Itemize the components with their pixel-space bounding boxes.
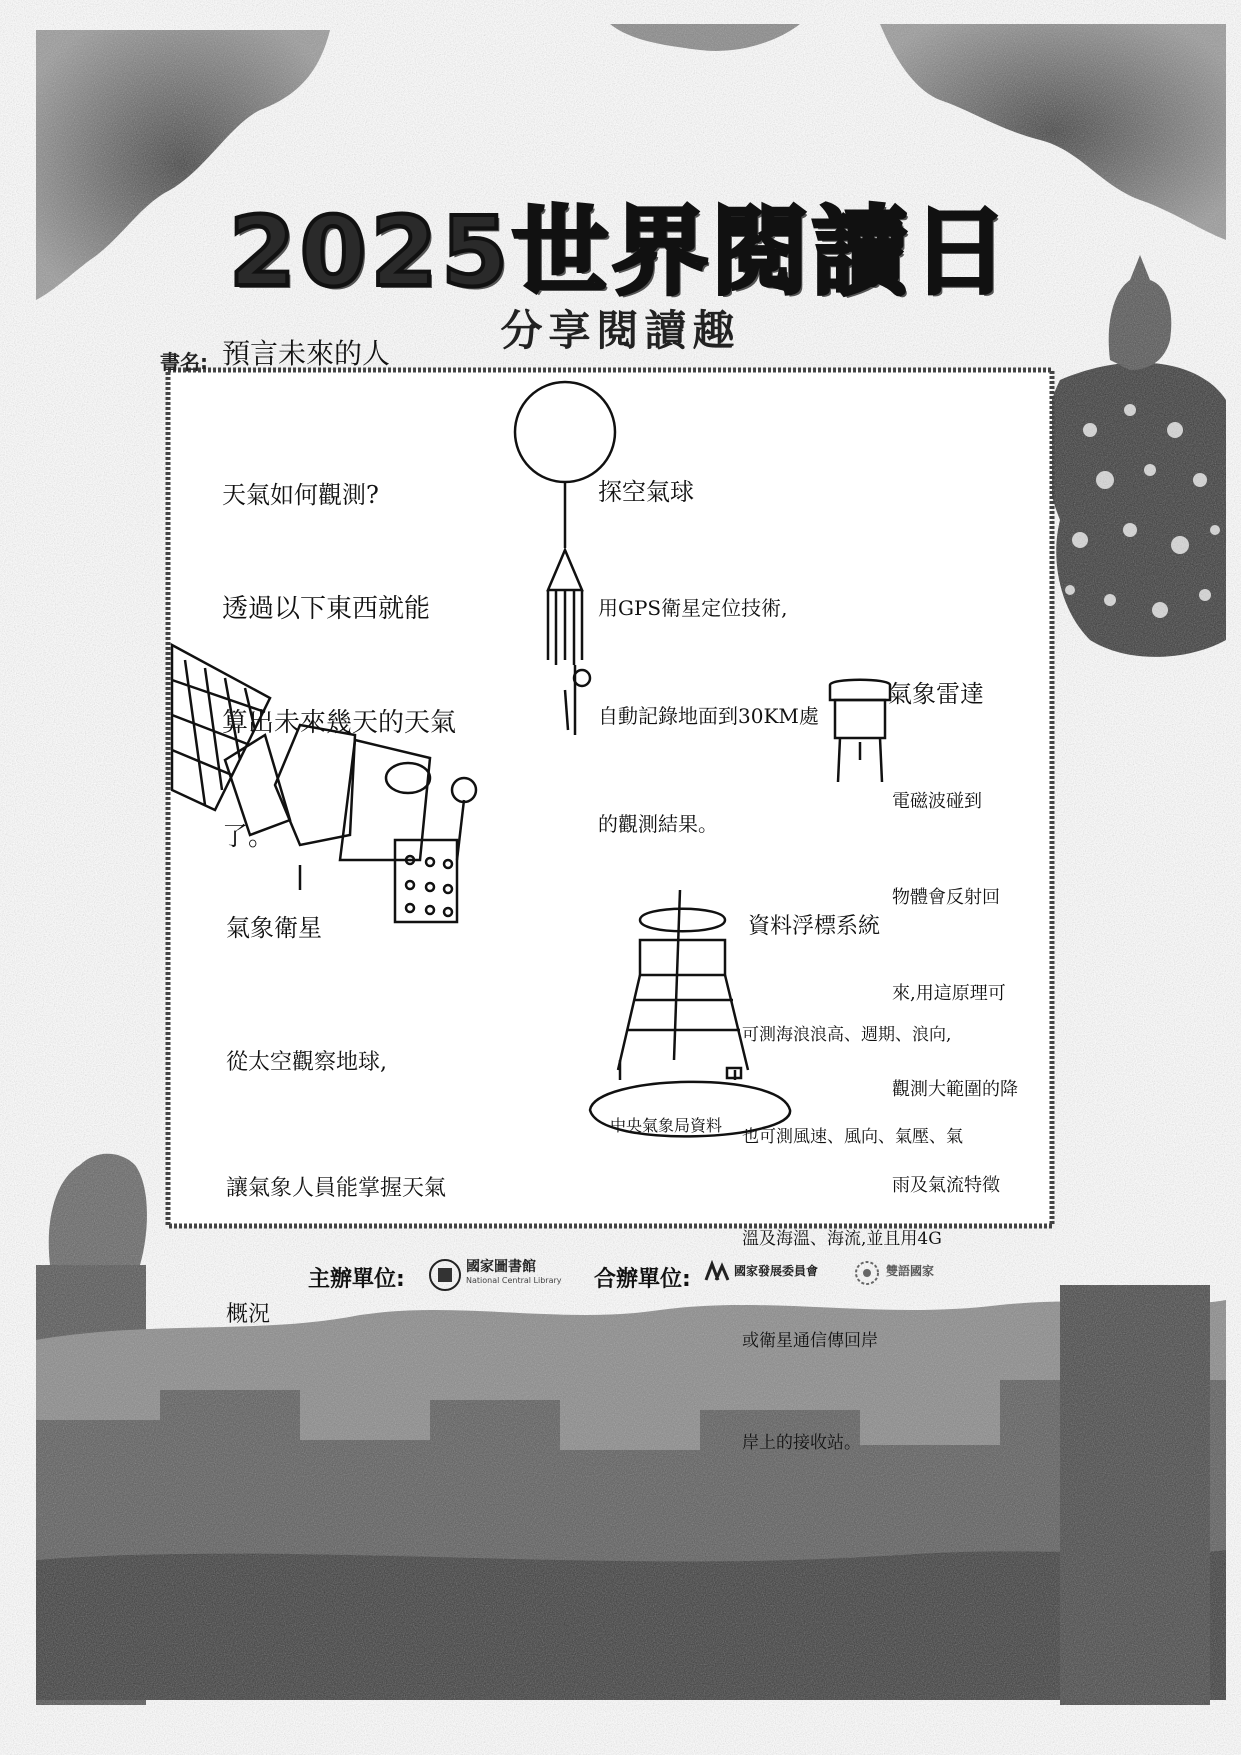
balloon-line: 自動記錄地面到30KM處 [598, 704, 819, 728]
satellite-text [226, 958, 446, 1420]
intro-line: 算出未來幾天的天氣 [222, 708, 457, 738]
host-org [466, 1256, 562, 1285]
intro-line: 天氣如何觀測? [222, 481, 379, 509]
buoy-line: 溫及海溫、海流,並且用4G [742, 1229, 942, 1249]
radar-line: 來,用這原理可 [892, 983, 1006, 1004]
satellite-line: 讓氣象人員能掌握天氣 [226, 1176, 447, 1201]
buoy-source-label: 中央氣象局資料 [610, 1116, 723, 1135]
balloon-line: 用GPS衛星定位技術, [598, 596, 788, 620]
intro-text [222, 400, 456, 932]
ndc-logo-icon [704, 1260, 730, 1284]
buoy-text [742, 950, 963, 1528]
satellite-heading: 氣象衛星 [226, 914, 322, 942]
bilingual-logo-icon [852, 1258, 882, 1288]
host-org-english: National Central Library [466, 1276, 562, 1285]
buoy-line: 岸上的接收站。 [742, 1433, 861, 1453]
buoy-heading: 資料浮標系統 [748, 914, 881, 939]
book-title: 預言未來的人 [222, 337, 391, 370]
balloon-heading: 探空氣球 [598, 478, 694, 506]
host-label: 主辦單位: [308, 1267, 405, 1292]
satellite-line: 概況 [226, 1302, 271, 1327]
poster-subtitle: 分享閱讀趣 [500, 306, 741, 355]
co-org2-name: 雙語國家 [886, 1264, 935, 1278]
co-host-label: 合辦單位: [594, 1267, 691, 1292]
ncl-logo-icon [428, 1258, 462, 1292]
co-org-name: 國家發展委員會 [734, 1264, 819, 1278]
buoy-line: 也可測風速、風向、氣壓、氣 [742, 1127, 963, 1147]
book-name-label: 書名: [160, 350, 208, 374]
radar-line: 電磁波碰到 [892, 791, 982, 812]
intro-line: 透過以下東西就能 [222, 594, 431, 624]
buoy-line: 或衛星通信傳回岸 [742, 1331, 878, 1351]
poster-title: 2025世界閱讀日 [228, 196, 1013, 308]
radar-line: 觀測大範圍的降 [892, 1079, 1018, 1100]
radar-line: 物體會反射回 [892, 887, 1000, 908]
radar-heading: 氣象雷達 [888, 680, 984, 708]
radar-line: 雨及氣流特徵 [892, 1175, 1000, 1196]
intro-line: 了。 [222, 822, 275, 852]
balloon-text [598, 518, 819, 914]
buoy-line: 可測海浪浪高、週期、浪向, [742, 1025, 952, 1045]
satellite-line: 從太空觀察地球, [226, 1050, 387, 1075]
balloon-line: 的觀測結果。 [598, 812, 718, 836]
host-org-name: 國家圖書館 [466, 1259, 536, 1275]
